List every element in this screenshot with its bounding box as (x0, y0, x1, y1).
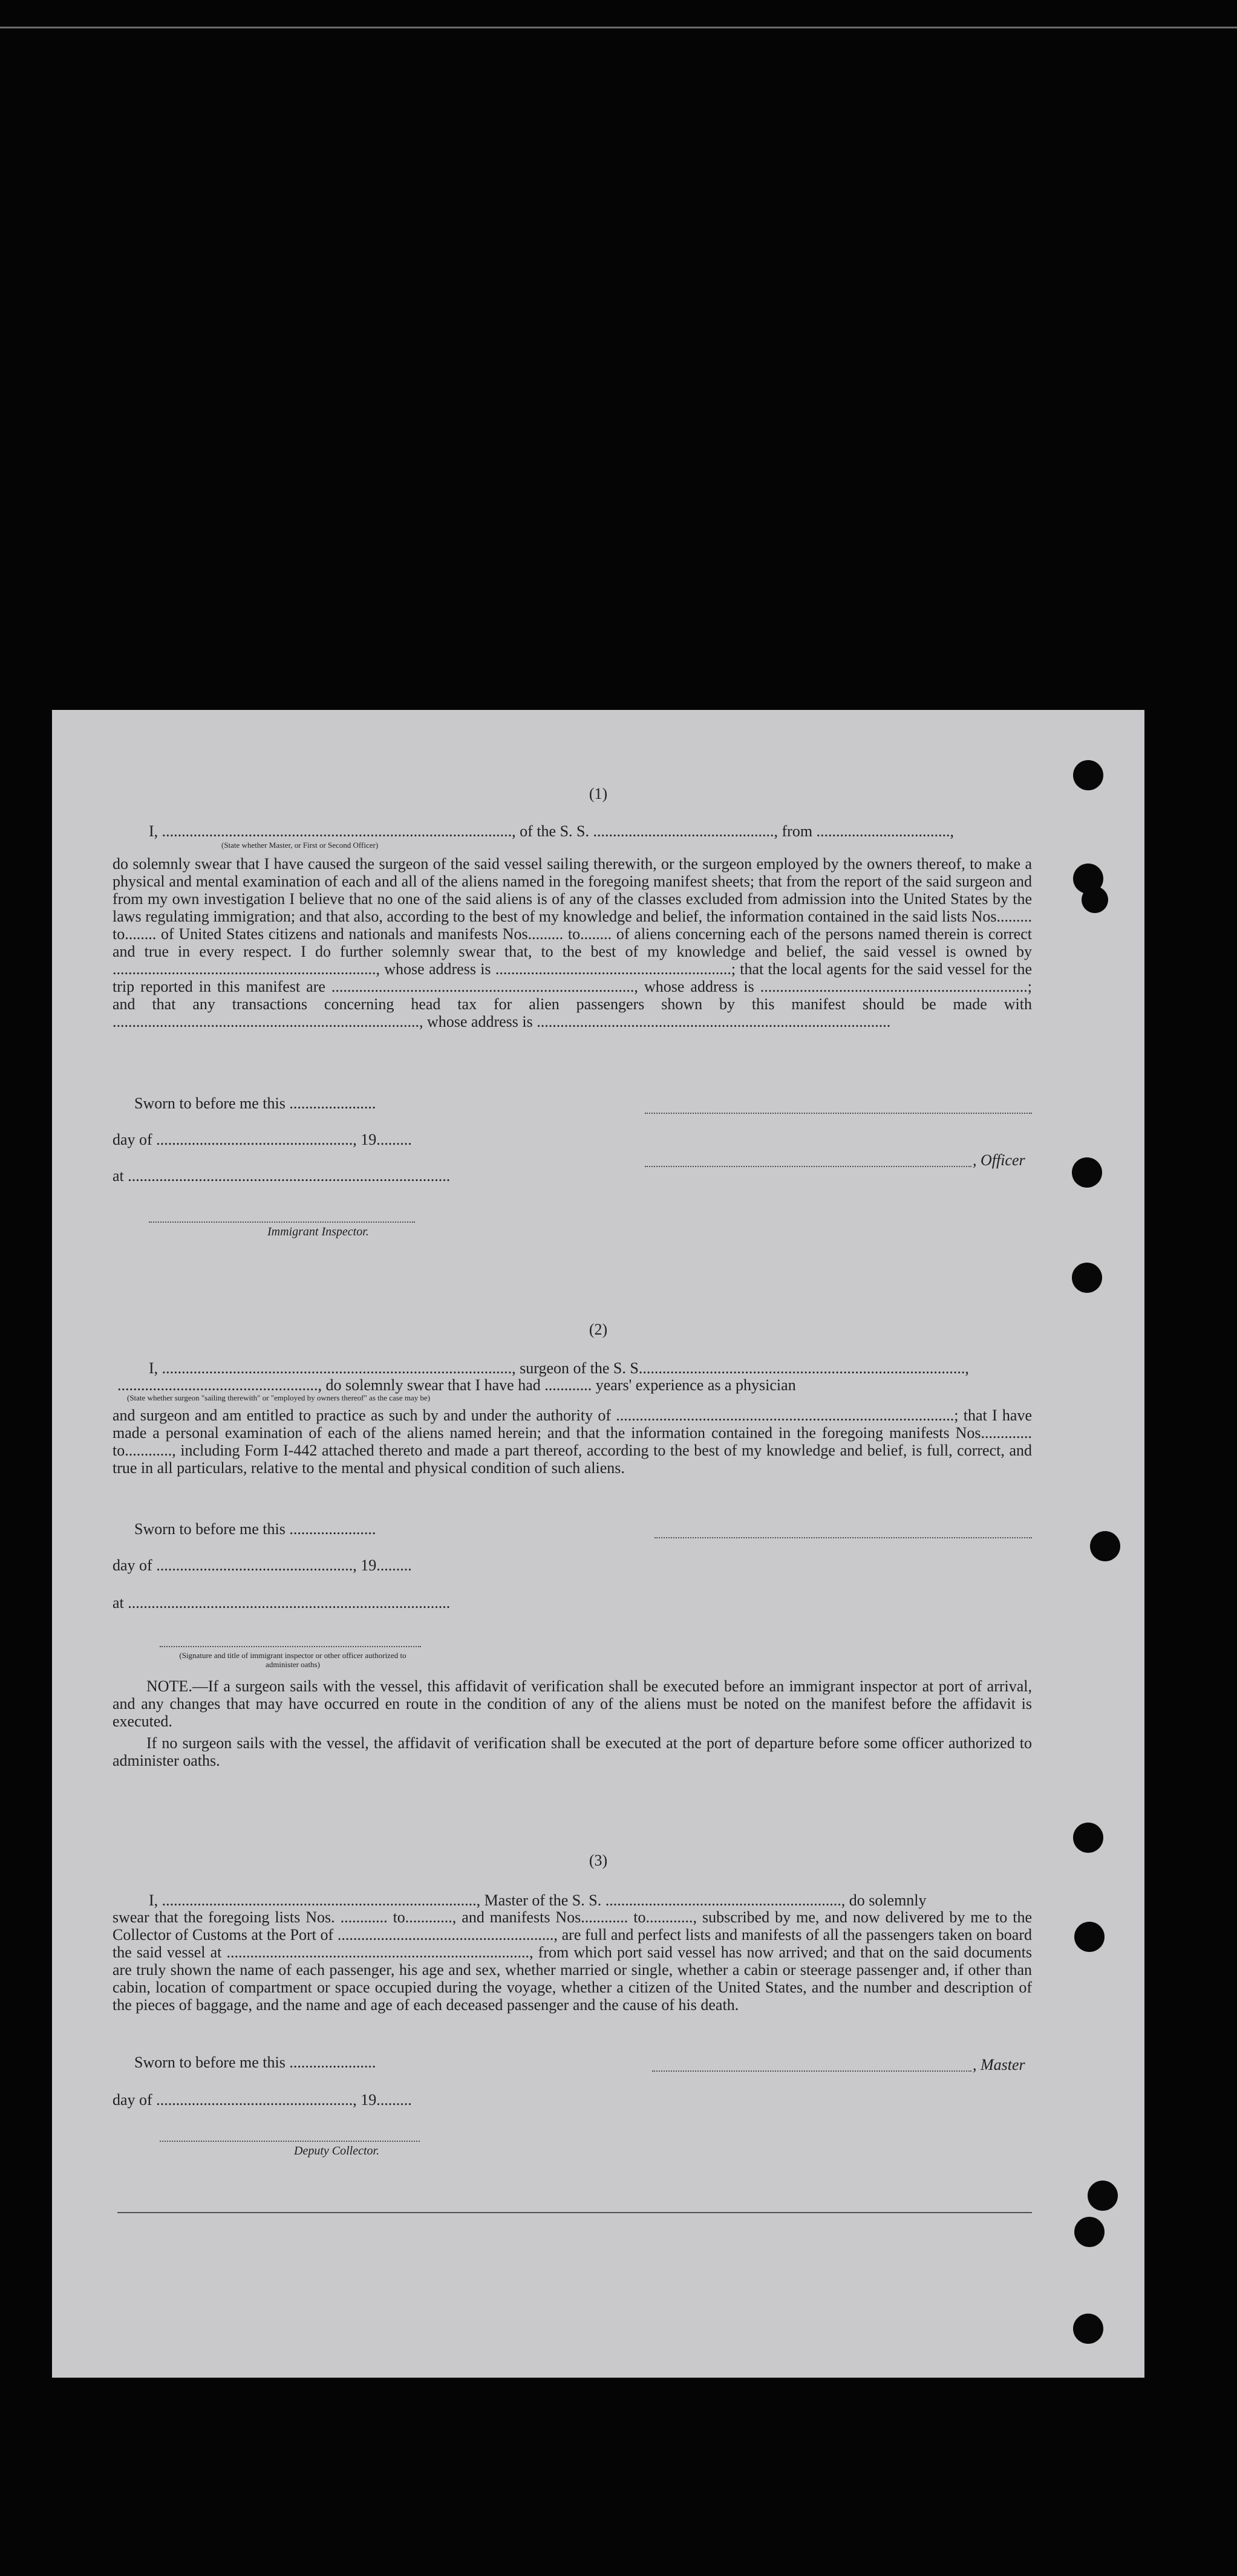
document-page (52, 710, 1144, 2378)
section-2-sworn: Sworn to before me this ...................... (134, 1520, 376, 1538)
section-1-signature-line (645, 1113, 1032, 1114)
section-1-declarant-line: I, ........................................................................................., of the S. S. .............................................., from .................................., (149, 822, 955, 840)
binder-hole (1074, 1922, 1105, 1952)
section-2-day: day of .................................................., 19......... (113, 1556, 412, 1574)
section-2-at: at .................................................................................. (113, 1594, 451, 1612)
section-2-experience-note: (State whether surgeon "sailing therewith" or "employed by owners thereof" as the case may be) (127, 1393, 431, 1402)
section-3-oath-text: swear that the foregoing lists Nos. ............ to............, and manifests Nos............ to............, subscribed by me, and now delivered by me to the Collector of Customs at the Port of ......................................................., are full and perfect lists and manifests of all the passengers taken on board the said vessel at ............................................................................., from which port said vessel has now arrived; and that on the said documents are truly shown the name of each passenger, his age and sex, whether married or single, whether a cabin or steerage passenger and, if other than cabin, location of compartment or space occupied during the voyage, whether a citizen of the United States, and the number and description of the pieces of baggage, and the name and age of each deceased passenger and the cause of his death. (113, 1908, 1032, 2014)
bottom-rule (117, 2212, 1032, 2213)
binder-hole (1073, 1823, 1103, 1853)
section-1-inspector-label: Immigrant Inspector. (267, 1225, 369, 1238)
section-1-officer-label: , Officer (973, 1151, 1025, 1169)
binder-hole (1072, 1263, 1102, 1293)
section-1-day: day of .................................................., 19......... (113, 1131, 412, 1148)
section-2-signature-line (654, 1537, 1032, 1538)
section-1-inspector-line (149, 1221, 415, 1223)
section-3-sworn: Sworn to before me this ...................... (134, 2054, 376, 2071)
binder-hole (1088, 2181, 1118, 2211)
section-1-officer-line (645, 1166, 971, 1167)
section-3-master-label: , Master (973, 2056, 1025, 2073)
section-3-collector-label: Deputy Collector. (294, 2144, 380, 2158)
binder-hole (1074, 2217, 1105, 2247)
section-2-signature-note: (Signature and title of immigrant inspector or other officer authorized to administer oaths) (179, 1651, 406, 1669)
binder-hole (1082, 886, 1108, 913)
binder-hole (1073, 2314, 1103, 2344)
section-1-at: at .................................................................................. (113, 1167, 451, 1185)
section-3-day: day of .................................................., 19......... (113, 2091, 412, 2109)
section-2-number: (2) (589, 1321, 608, 1338)
section-2-experience-line: ..................................................., do solemnly swear that I have had ............ years' experience as a physician (117, 1376, 796, 1394)
section-1-oath-text: do solemnly swear that I have caused the surgeon of the said vessel sailing therewith, or the surgeon employed by the owners thereof, to make a physical and mental examination of each and all of the aliens named in the foregoing manifest sheets; that from the report of the said surgeon and from my own investigation I believe that no one of the said aliens is of any of the classes excluded from admission into the United States by the laws regulating immigration; and that also, according to the best of my knowledge and belief, the information contained in the said lists Nos......... to........ of United States citizens and nationals and manifests Nos......... to........ of aliens concerning each of the persons named therein is correct and true in every respect. I do further solemnly swear that, to the best of my knowledge and belief, the said vessel is owned by ..................................................................., whose address is ............................................................; that the local agents for the said vessel for the trip reported in this manifest are ............................................................................., whose address is ....................................................................; and that any transactions concerning head tax for alien passengers shown by this manifest should be made with .............................................................................., whose address is .......................................................................................... (113, 855, 1032, 1030)
section-2-inspector-line (160, 1646, 421, 1647)
section-3-number: (3) (589, 1852, 608, 1869)
section-2-surgeon-line: I, ........................................................................................., surgeon of the S. S..................................................................................., (149, 1359, 969, 1377)
section-1-number: (1) (589, 785, 608, 802)
binder-hole (1072, 1157, 1102, 1188)
section-3-master-line: I, ................................................................................, Master of the S. S. ............................................................, do solemnly (149, 1891, 927, 1909)
section-2-note: NOTE.—If a surgeon sails with the vessel, this affidavit of verification shall be executed before an immigrant inspector at port of arrival, and any changes that may have occurred en route in the condition of any of the aliens must be noted on the manifest before the affidavit is executed. (113, 1677, 1032, 1730)
scanner-edge-line (0, 27, 1237, 28)
section-3-master-line-signature (652, 2070, 971, 2072)
binder-hole (1090, 1531, 1120, 1561)
section-1-declarant-note: (State whether Master, or First or Second Officer) (221, 841, 379, 850)
section-2-note-continued: If no surgeon sails with the vessel, the affidavit of verification shall be executed at the port of departure before some officer authorized to administer oaths. (113, 1734, 1032, 1769)
section-1-sworn: Sworn to before me this ...................... (134, 1094, 376, 1112)
section-3-collector-line (160, 2141, 420, 2142)
section-2-oath-text: and surgeon and am entitled to practice as such by and under the authority of ......................................................................................; that I have made a personal examination of each of the aliens named herein; and that the information contained in the foregoing manifests Nos............. to............, including Form I-442 attached thereto and made a part thereof, according to the best of my knowledge and belief, is full, correct, and true in all particulars, relative to the mental and physical condition of such aliens. (113, 1407, 1032, 1477)
